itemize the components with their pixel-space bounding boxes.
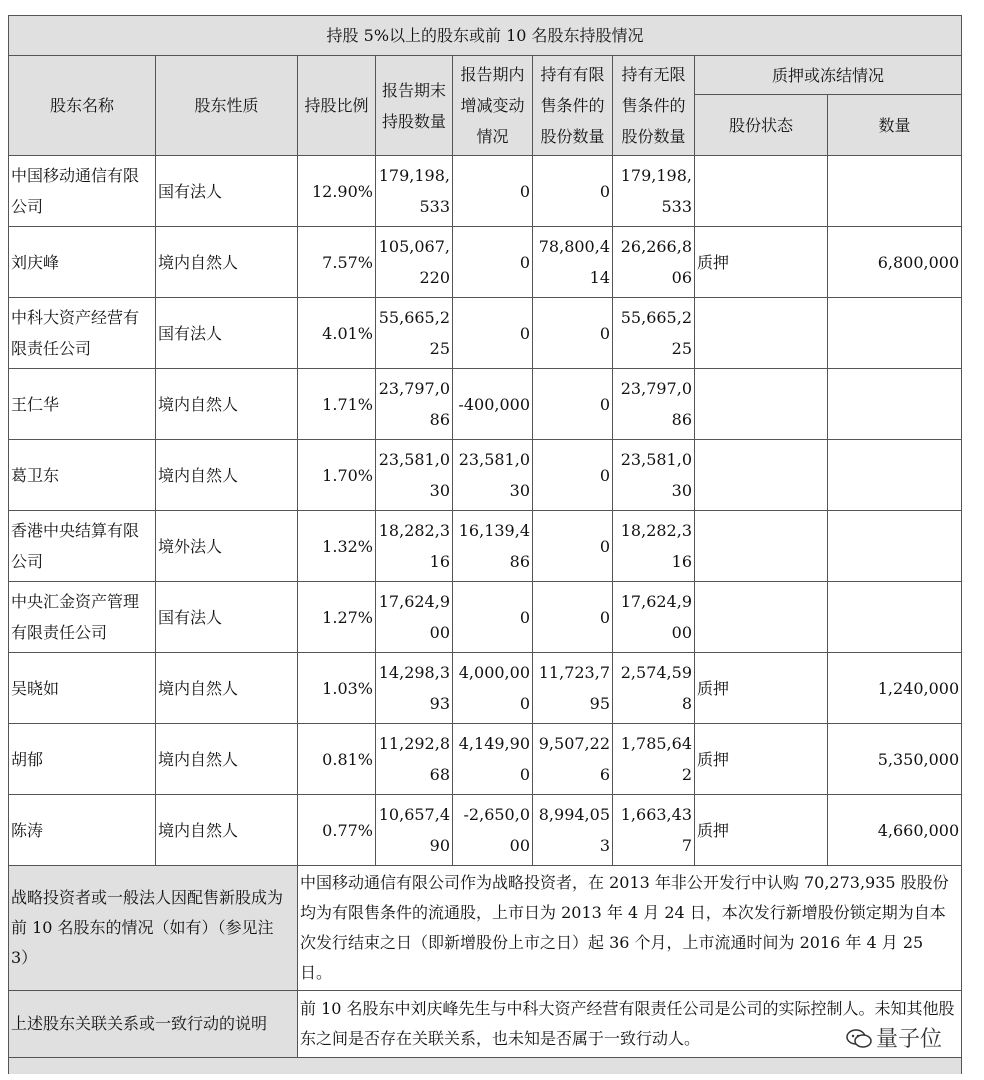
watermark <box>842 1022 946 1053</box>
cell-ratio: 1.70% <box>298 440 376 511</box>
col-header-name: 股东名称 <box>9 56 156 156</box>
col-header-pledge-qty: 数量 <box>828 95 962 156</box>
cell-period-end: 55,665,225 <box>376 298 453 369</box>
cell-pledge-qty <box>828 298 962 369</box>
cell-name: 中科大资产经营有限责任公司 <box>9 298 156 369</box>
cell-unrestricted: 23,797,086 <box>613 369 695 440</box>
col-header-ratio: 持股比例 <box>298 56 376 156</box>
cell-nature: 境外法人 <box>156 511 298 582</box>
col-header-pledge: 质押或冻结情况 <box>695 56 962 95</box>
cell-nature: 境内自然人 <box>156 653 298 724</box>
col-header-restricted: 持有有限售条件的股份数量 <box>533 56 613 156</box>
cell-pledge-qty <box>828 156 962 227</box>
col-header-unrestricted: 持有无限售条件的股份数量 <box>613 56 695 156</box>
cell-restricted: 11,723,795 <box>533 653 613 724</box>
cell-name: 胡郁 <box>9 724 156 795</box>
cell-name: 刘庆峰 <box>9 227 156 298</box>
cell-ratio: 1.27% <box>298 582 376 653</box>
table-row <box>9 724 962 795</box>
cell-name: 王仁华 <box>9 369 156 440</box>
cell-restricted: 78,800,414 <box>533 227 613 298</box>
cell-unrestricted: 179,198,533 <box>613 156 695 227</box>
table-row <box>9 369 962 440</box>
cell-unrestricted: 2,574,598 <box>613 653 695 724</box>
cell-change: 0 <box>453 227 533 298</box>
col-header-period-end: 报告期末持股数量 <box>376 56 453 156</box>
cell-ratio: 4.01% <box>298 298 376 369</box>
cell-unrestricted: 55,665,225 <box>613 298 695 369</box>
table-row <box>9 582 962 653</box>
table-row <box>9 795 962 866</box>
cell-change: 0 <box>453 156 533 227</box>
relation-note-label: 上述股东关联关系或一致行动的说明 <box>9 991 298 1058</box>
cell-pledge-status <box>695 511 828 582</box>
cell-period-end: 18,282,316 <box>376 511 453 582</box>
cell-change: 4,149,900 <box>453 724 533 795</box>
cell-period-end: 10,657,490 <box>376 795 453 866</box>
cell-restricted: 8,994,053 <box>533 795 613 866</box>
strategic-investor-note <box>9 866 962 991</box>
cell-pledge-qty: 4,660,000 <box>828 795 962 866</box>
cell-change: 4,000,000 <box>453 653 533 724</box>
cell-pledge-status <box>695 298 828 369</box>
cell-nature: 国有法人 <box>156 582 298 653</box>
cell-pledge-qty: 6,800,000 <box>828 227 962 298</box>
cell-pledge-status: 质押 <box>695 653 828 724</box>
relation-note-text: 前 10 名股东中刘庆峰先生与中科大资产经营有限责任公司是公司的实际控制人。未知其他股东之间是否存在关联关系，也未知是否属于一致行动人。 <box>298 991 962 1058</box>
cell-period-end: 17,624,900 <box>376 582 453 653</box>
col-header-pledge-status: 股份状态 <box>695 95 828 156</box>
cell-pledge-status <box>695 440 828 511</box>
cell-pledge-status <box>695 582 828 653</box>
cell-restricted: 9,507,226 <box>533 724 613 795</box>
cell-nature: 国有法人 <box>156 156 298 227</box>
wechat-logo-icon <box>846 1029 872 1049</box>
cell-nature: 境内自然人 <box>156 724 298 795</box>
cell-pledge-status: 质押 <box>695 724 828 795</box>
cell-ratio: 7.57% <box>298 227 376 298</box>
cell-change: -2,650,000 <box>453 795 533 866</box>
cell-unrestricted: 1,785,642 <box>613 724 695 795</box>
cell-name: 陈涛 <box>9 795 156 866</box>
table-footer-cell <box>9 1058 962 1075</box>
cell-change: -400,000 <box>453 369 533 440</box>
cell-nature: 境内自然人 <box>156 227 298 298</box>
cell-ratio: 12.90% <box>298 156 376 227</box>
strategic-investor-note-text: 中国移动通信有限公司作为战略投资者，在 2013 年非公开发行中认购 70,273,935 股股份均为有限售条件的流通股，上市日为 2013 年 4 月 24 日，本次发行新增股份锁定期为自本次发行结束之日（即新增股份上市之日）起 36 个月，上市流通时间为 2016 年 4 月 25 日。 <box>298 866 962 991</box>
cell-change: 16,139,486 <box>453 511 533 582</box>
cell-restricted: 0 <box>533 511 613 582</box>
table-title: 持股 5%以上的股东或前 10 名股东持股情况 <box>9 16 962 56</box>
strategic-investor-note-label: 战略投资者或一般法人因配售新股成为前 10 名股东的情况（如有）（参见注 3） <box>9 866 298 991</box>
cell-pledge-qty: 1,240,000 <box>828 653 962 724</box>
cell-change: 0 <box>453 582 533 653</box>
cell-name: 中国移动通信有限公司 <box>9 156 156 227</box>
cell-ratio: 1.32% <box>298 511 376 582</box>
cell-unrestricted: 17,624,900 <box>613 582 695 653</box>
cell-pledge-qty: 5,350,000 <box>828 724 962 795</box>
cell-pledge-qty <box>828 582 962 653</box>
cell-period-end: 179,198,533 <box>376 156 453 227</box>
table-row <box>9 653 962 724</box>
cell-ratio: 1.71% <box>298 369 376 440</box>
cell-pledge-qty <box>828 511 962 582</box>
cell-name: 葛卫东 <box>9 440 156 511</box>
cell-restricted: 0 <box>533 156 613 227</box>
cell-restricted: 0 <box>533 582 613 653</box>
cell-pledge-status <box>695 369 828 440</box>
cell-name: 吴晓如 <box>9 653 156 724</box>
cell-nature: 境内自然人 <box>156 795 298 866</box>
relation-note <box>9 991 962 1058</box>
table-row <box>9 156 962 227</box>
table-row <box>9 440 962 511</box>
cell-pledge-status <box>695 156 828 227</box>
cell-change: 0 <box>453 298 533 369</box>
cell-period-end: 23,581,030 <box>376 440 453 511</box>
table-row <box>9 511 962 582</box>
table-footer-row <box>9 1058 962 1075</box>
cell-pledge-qty <box>828 440 962 511</box>
cell-ratio: 1.03% <box>298 653 376 724</box>
cell-name: 中央汇金资产管理有限责任公司 <box>9 582 156 653</box>
cell-period-end: 105,067,220 <box>376 227 453 298</box>
cell-ratio: 0.81% <box>298 724 376 795</box>
col-header-nature: 股东性质 <box>156 56 298 156</box>
cell-pledge-status: 质押 <box>695 795 828 866</box>
table-row <box>9 227 962 298</box>
cell-pledge-status: 质押 <box>695 227 828 298</box>
cell-restricted: 0 <box>533 440 613 511</box>
cell-unrestricted: 23,581,030 <box>613 440 695 511</box>
cell-change: 23,581,030 <box>453 440 533 511</box>
watermark-text: 量子位 <box>876 1027 943 1052</box>
shareholder-table <box>8 15 962 1074</box>
table-row <box>9 298 962 369</box>
col-header-change: 报告期内增减变动情况 <box>453 56 533 156</box>
cell-restricted: 0 <box>533 298 613 369</box>
cell-unrestricted: 26,266,806 <box>613 227 695 298</box>
cell-ratio: 0.77% <box>298 795 376 866</box>
cell-nature: 境内自然人 <box>156 440 298 511</box>
cell-unrestricted: 1,663,437 <box>613 795 695 866</box>
cell-unrestricted: 18,282,316 <box>613 511 695 582</box>
cell-nature: 国有法人 <box>156 298 298 369</box>
cell-name: 香港中央结算有限公司 <box>9 511 156 582</box>
cell-period-end: 11,292,868 <box>376 724 453 795</box>
cell-pledge-qty <box>828 369 962 440</box>
cell-restricted: 0 <box>533 369 613 440</box>
cell-period-end: 14,298,393 <box>376 653 453 724</box>
cell-nature: 境内自然人 <box>156 369 298 440</box>
cell-period-end: 23,797,086 <box>376 369 453 440</box>
